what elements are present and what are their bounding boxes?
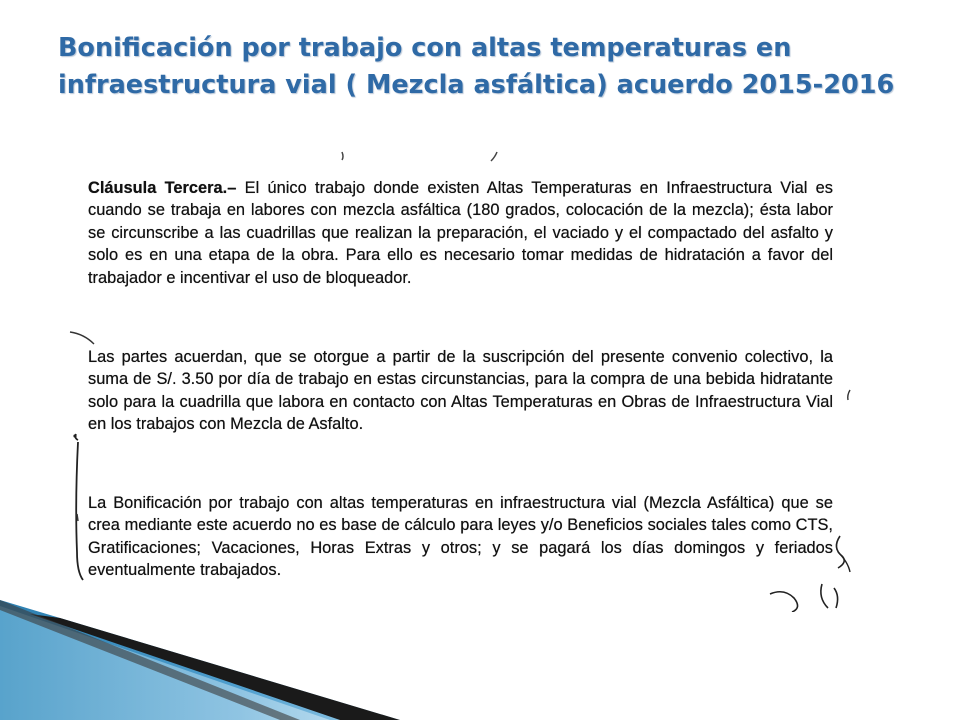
bonus-terms-paragraph: La Bonificación por trabajo con altas temperaturas en infraestructura vial (Mezcla Asfáltica) que se crea mediante este acuerdo no es base de cálculo para leyes y/o Beneficios sociales tales como CTS, Gratificaciones; Vacaciones, Horas Extras y otros; y se pagará los días domingos y feriados eventualmente trabajados. [88,494,833,580]
margin-dot-mark [74,512,82,524]
clause-label: Cláusula Tercera.– [88,179,237,197]
top-crop-marks [332,150,512,164]
agreement-paragraph: Las partes acuerdan, que se otorgue a partir de la suscripción del presente convenio colectivo, la suma de S/. 3.50 por día de trabajo en estas circunstancias, para la compra de una bebida hidratante solo para la cuadrilla que labora en contacto con Altas Temperaturas en Obras de Infraestructura Vial en los trabajos con Mezcla de Asfalto. [88,348,833,434]
right-margin-tick [844,388,854,402]
margin-tick-mark [68,328,98,348]
decorative-swoosh-band [0,600,960,720]
margin-bracket-mark [66,430,86,590]
paragraph-1-text: El único trabajo donde existen Altas Temperaturas en Infraestructura Vial es cuando se trabaja en labores con mezcla asfáltica (180 grados, colocación de la mezcla); ésta labor se circunscribe a las cuadrillas que realizan la preparación, el vaciado y el compactado del asfalto y solo es en una etapa de la obra. Para ello es necesario tomar medidas de hidratación a favor del trabajador e incentivar el uso de bloqueador. [88,179,833,287]
clause-third-paragraph [88,177,833,289]
scanned-document [62,150,854,612]
slide-title: Bonificación por trabajo con altas temperaturas en infraestructura vial ( Mezcla asfáltica) acuerdo 2015-2016 [58,33,895,100]
